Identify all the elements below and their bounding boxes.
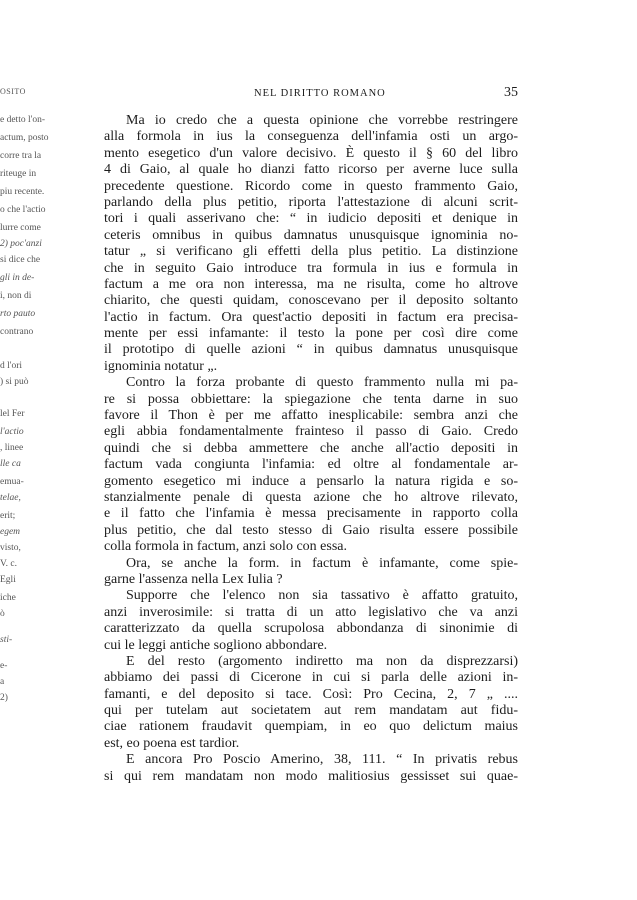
text-line: Contro la forza probante di questo frammento nulla mi pa-	[126, 375, 518, 391]
bleed-line: o che l'actio	[0, 205, 46, 215]
text-line: precedente questione. Ricordo come in questo frammento Gaio,	[104, 178, 518, 194]
bleed-line: Egli	[0, 575, 16, 585]
text-line: l'actio in factum. Ora quest'actio depositi in factum era precisa-	[104, 309, 518, 325]
text-line: E del resto (argomento indiretto ma non da disprezzarsi)	[126, 653, 518, 669]
text-line: colla formola in factum, anzi solo con essa.	[104, 539, 347, 555]
bleed-line: a	[0, 677, 5, 687]
bleed-line: piu recente.	[0, 187, 45, 197]
bleed-line: telae,	[0, 493, 21, 503]
bleed-line: contrano	[0, 327, 34, 337]
text-line: quindi che si debba ammettere che anche all'actio depositi in	[104, 440, 518, 456]
bleed-line: e-	[0, 661, 8, 671]
text-line: re si possa obbiettare: la spiegazione che tenta darne in suo	[104, 391, 518, 407]
text-line: factum vada congiunta l'infamia: ed oltre al fondamentale ar-	[104, 457, 518, 473]
bleed-line: riteuge in	[0, 169, 37, 179]
bleed-line: lle ca	[0, 459, 21, 469]
text-line: garne l'assenza nella Lex Iulia ?	[104, 571, 283, 587]
text-line: il prototipo di quelle azioni “ in quibus damnatus unusquisque	[104, 342, 518, 358]
text-line: si qui rem mandatam non modo malitiosius gessisset sui quae-	[104, 768, 518, 784]
text-line: Ora, se anche la form. in factum è infamante, come spie-	[126, 555, 518, 571]
text-line: 4 di Gaio, al quale ho dianzi fatto ricorso per averne luce sulla	[104, 162, 518, 178]
text-line: plus petitio, che dal testo stesso di Gaio risulta essere possibile	[104, 522, 518, 538]
text-line: alla formola in ius la conseguenza dell'infamia osti un argo-	[104, 129, 518, 145]
bleed-line: egem	[0, 527, 21, 537]
body-text	[104, 113, 518, 785]
bleed-line: lurre come	[0, 223, 41, 233]
text-line: parlando della plus petitio, riporta l'attestazione di alcuni scrit-	[104, 194, 518, 210]
text-line: abbiamo dei passi di Cicerone in cui si parla delle azioni in-	[104, 670, 518, 686]
text-line: E ancora Pro Poscio Amerino, 38, 111. “ In privatis rebus	[126, 752, 518, 768]
text-line: cui le leggi antiche sogliono abbondare.	[104, 637, 328, 653]
bleed-line: sti-	[0, 635, 13, 645]
text-line: qui per tutelam aut societatem aut rem mandatam aut fidu-	[104, 703, 518, 719]
bleed-line: lel Fer	[0, 409, 25, 419]
text-line: Supporre che l'elenco non sia tassativo è affatto gratuito,	[126, 588, 518, 604]
bleed-line: e detto l'on-	[0, 115, 45, 125]
text-line: che in seguito Gaio introduce tra formula in ius e formula in	[104, 260, 518, 276]
bleed-line: 2)	[0, 693, 8, 703]
bleed-line: iche	[0, 593, 16, 603]
bleed-line: V. c.	[0, 559, 17, 569]
text-line: ignominia notatur „.	[104, 358, 218, 374]
text-line: ciae rationem fraudavit quempiam, in eo quo delictum maius	[104, 719, 518, 735]
text-line: mento esegetico d'un valore decisivo. È questo il § 60 del libro	[104, 145, 518, 161]
text-line: Ma io credo che a questa opinione che vorrebbe restringere	[126, 113, 518, 128]
bleed-line: l'actio	[0, 427, 24, 437]
text-line: tori i quali asserivano che: “ in iudicio depositi et denique in	[104, 211, 518, 227]
text-line: stanzialmente penale di questa azione che ho altrove rilevato,	[104, 489, 518, 505]
text-line: est, eo poena est tardior.	[104, 735, 240, 751]
bleed-line: gli in de-	[0, 273, 35, 283]
text-line: favore il Thon è per me affatto inesplicabile: sembra anzi che	[104, 408, 518, 424]
text-line: e il fatto che l'infamia è messa precisamente in rapporto colla	[104, 506, 518, 522]
bleed-line: actum, posto	[0, 133, 49, 143]
bleed-line: corre tra la	[0, 151, 42, 161]
bleed-line: si dice che	[0, 255, 41, 265]
bleed-line: , linee	[0, 443, 24, 453]
text-line: tatur „ si verificano gli effetti della plus petitio. La distinzione	[104, 244, 518, 260]
bleed-line: rto pauto	[0, 309, 36, 319]
text-line: anzi inverosimile: si tratta di un atto legislativo che va anzi	[104, 604, 518, 620]
bleed-line: OSITO	[0, 87, 26, 96]
bleed-line: 2) poc'anzi	[0, 239, 42, 249]
bleed-line: erit;	[0, 511, 16, 521]
text-line: caratterizzato da quella scrupolosa abbondanza di sinonimie di	[104, 621, 518, 637]
running-title: NEL DIRITTO ROMANO	[254, 88, 386, 99]
bleed-line: d l'ori	[0, 361, 23, 371]
page-number: 35	[504, 85, 518, 100]
bleed-line: i, non di	[0, 291, 32, 301]
text-line: mente per essi infamante: il testo la pone per così dire come	[104, 326, 518, 342]
bleed-line: ) si può	[0, 377, 29, 387]
text-line: famanti, e del deposito si tace. Così: Pro Cecina, 2, 7 „ ....	[104, 686, 518, 702]
text-line: ceteris omnibus in quibus damnatus unusquisque ignominia no-	[104, 227, 518, 243]
text-line: gomento esegetico mi induce a pensarlo la natura rigida e so-	[104, 473, 518, 489]
text-line: chiarito, che questi quidam, conoscevano per il deposito soltanto	[104, 293, 518, 309]
text-line: factum a me ora non interessa, ma ne risulta, come ho altrove	[104, 276, 518, 292]
bleed-line: ò	[0, 609, 5, 619]
text-line: egli abbia fondamentalmente frainteso il passo di Gaio. Credo	[104, 424, 518, 440]
bleed-line: visto,	[0, 543, 21, 553]
bleed-line: emua-	[0, 477, 24, 487]
